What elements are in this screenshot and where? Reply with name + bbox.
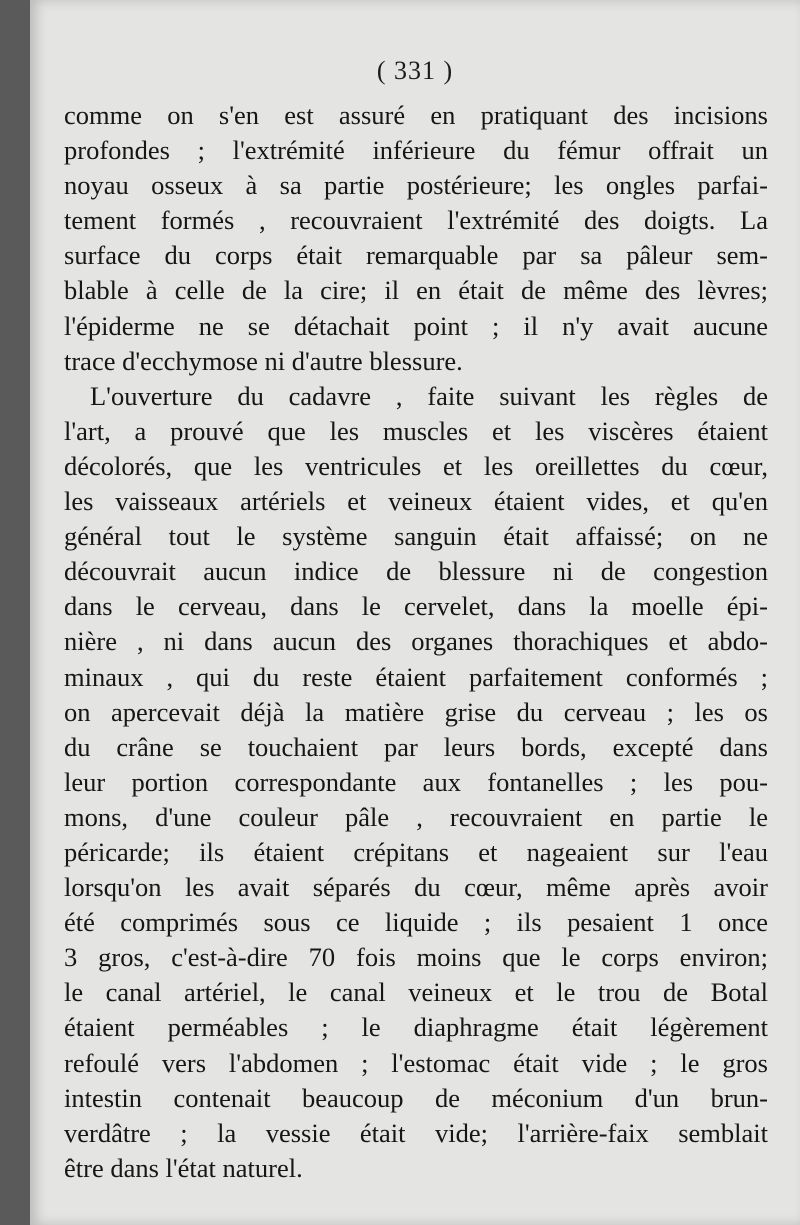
text-line: été comprimés sous ce liquide ; ils pesaient 1 once xyxy=(64,907,768,938)
text-line: mons, d'une couleur pâle , recouvraient en partie le xyxy=(64,801,768,832)
text-line: être dans l'état naturel. xyxy=(64,1152,303,1183)
text-line: le canal artériel, le canal veineux et le trou de Botal xyxy=(64,977,768,1008)
text-line: décolorés, que les ventricules et les oreillettes du cœur, xyxy=(64,450,768,481)
text-line: comme on s'en est assuré en pratiquant des incisions xyxy=(64,100,768,130)
text-line: nière , ni dans aucun des organes thorachiques et abdo- xyxy=(64,626,768,657)
text-line: leur portion correspondante aux fontanelles ; les pou- xyxy=(64,766,768,797)
text-line: général tout le système sanguin était affaissé; on ne xyxy=(64,521,768,552)
text-line: lorsqu'on les avait séparés du cœur, même après avoir xyxy=(64,872,768,903)
body-text xyxy=(64,98,768,1186)
text-line: on apercevait déjà la matière grise du cerveau ; les os xyxy=(64,696,768,727)
text-line: verdâtre ; la vessie était vide; l'arrière-faix semblait xyxy=(64,1117,768,1148)
text-line: péricarde; ils étaient crépitans et nageaient sur l'eau xyxy=(64,836,768,867)
text-line: dans le cerveau, dans le cervelet, dans la moelle épi- xyxy=(64,591,768,622)
text-line: les vaisseaux artériels et veineux étaient vides, et qu'en xyxy=(64,486,768,517)
text-line: découvrait aucun indice de blessure ni de congestion xyxy=(64,556,768,587)
text-line: intestin contenait beaucoup de méconium d'un brun- xyxy=(64,1082,768,1113)
text-line: surface du corps était remarquable par sa pâleur sem- xyxy=(64,240,768,271)
text-line: profondes ; l'extrémité inférieure du fémur offrait un xyxy=(64,135,768,166)
text-line: noyau osseux à sa partie postérieure; les ongles parfai- xyxy=(64,170,768,201)
text-line: l'épiderme ne se détachait point ; il n'y avait aucune xyxy=(64,310,768,341)
text-line: minaux , qui du reste étaient parfaitement conformés ; xyxy=(64,661,768,692)
page-number: ( 331 ) xyxy=(376,56,454,85)
text-line: l'art, a prouvé que les muscles et les viscères étaient xyxy=(64,415,768,446)
text-line: L'ouverture du cadavre , faite suivant les règles de xyxy=(90,380,768,411)
paragraph-2 xyxy=(64,379,768,1186)
book-page xyxy=(30,0,800,1225)
text-line: du crâne se touchaient par leurs bords, excepté dans xyxy=(64,731,768,762)
text-line: blable à celle de la cire; il en était de même des lèvres; xyxy=(64,275,768,306)
text-line: refoulé vers l'abdomen ; l'estomac était vide ; le gros xyxy=(64,1047,768,1078)
paragraph-1 xyxy=(64,98,768,379)
text-line: tement formés , recouvraient l'extrémité des doigts. La xyxy=(64,205,768,236)
text-line: trace d'ecchymose ni d'autre blessure. xyxy=(64,345,463,376)
text-line: étaient perméables ; le diaphragme était légèrement xyxy=(64,1012,768,1043)
text-line: 3 gros, c'est-à-dire 70 fois moins que le corps environ; xyxy=(64,942,768,973)
